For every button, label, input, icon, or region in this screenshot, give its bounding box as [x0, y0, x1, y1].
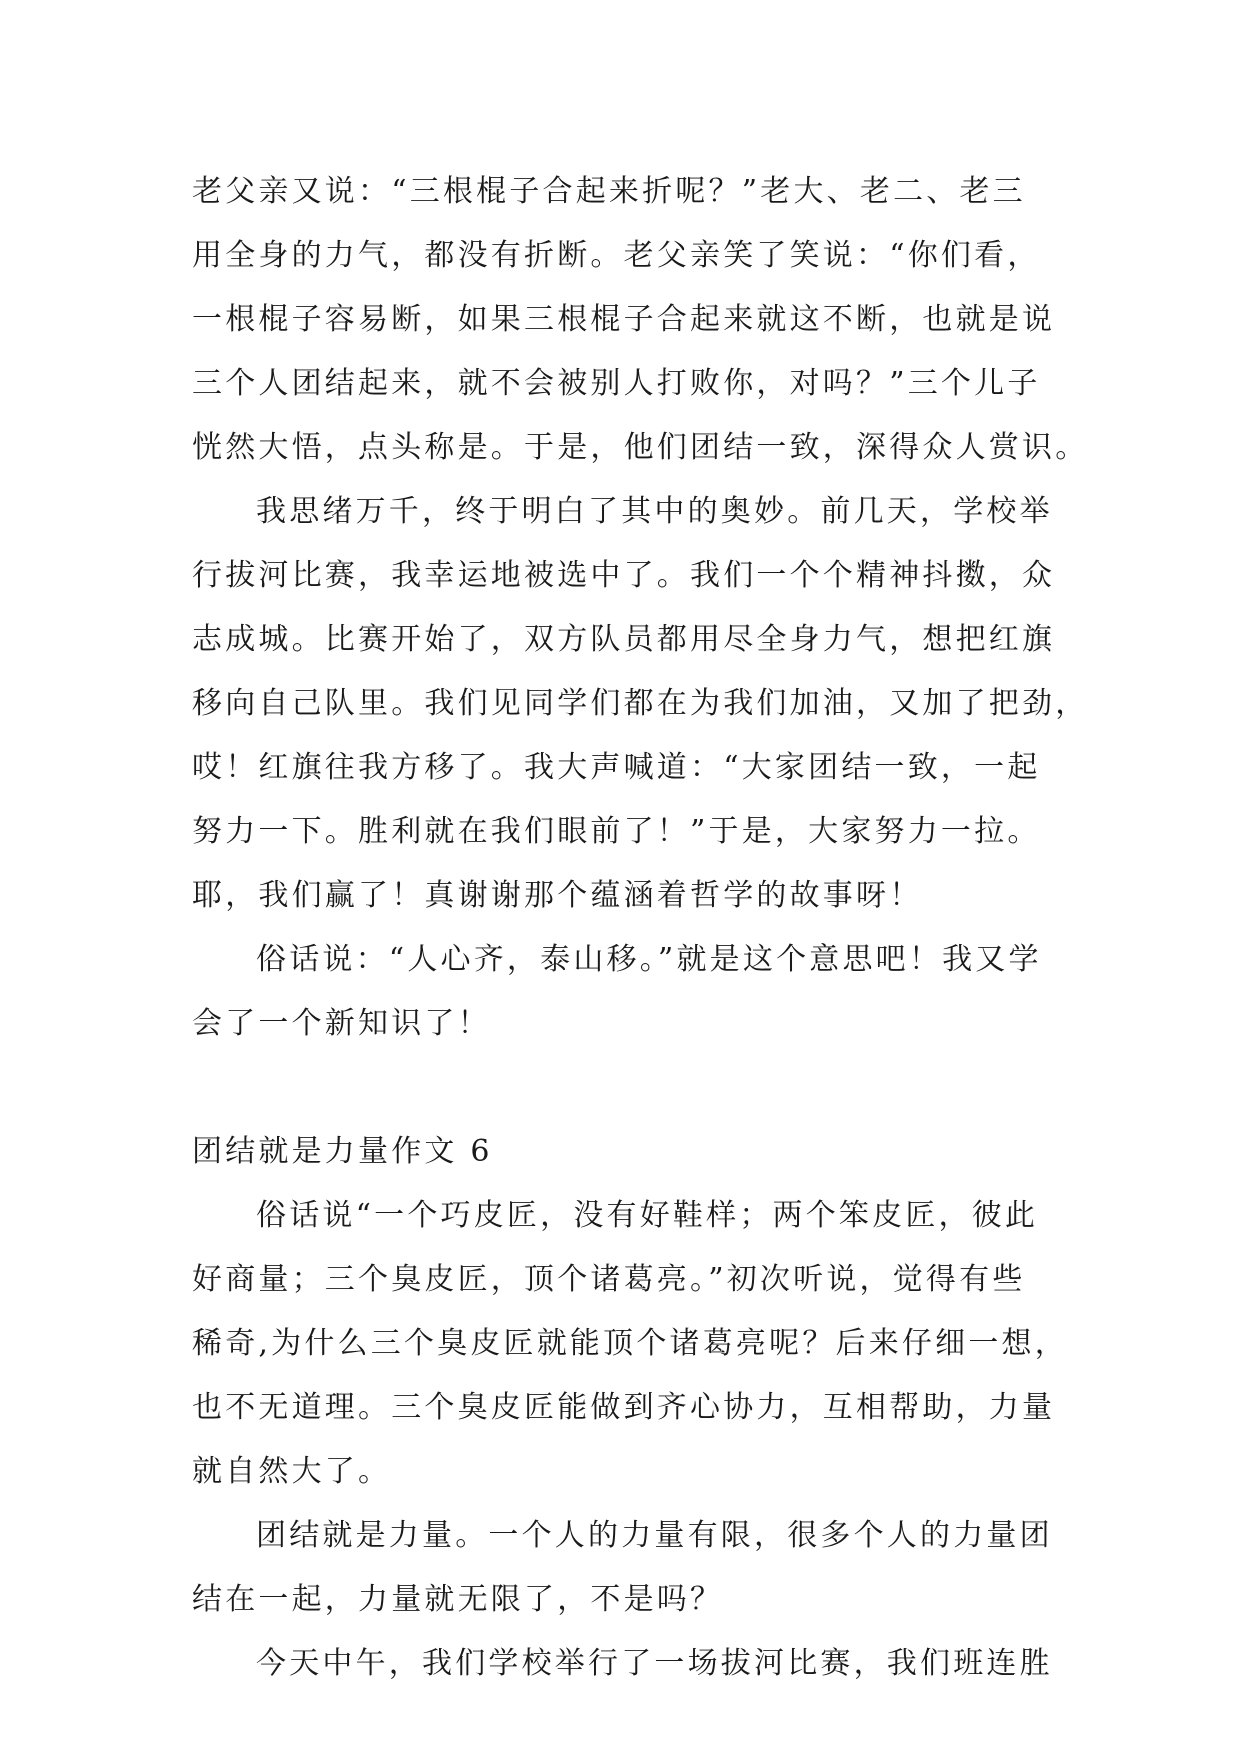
paragraph-line: 好商量；三个臭皮匠，顶个诸葛亮。”初次听说，觉得有些 [192, 1262, 1026, 1297]
paragraph-line: 行拔河比赛，我幸运地被选中了。我们一个个精神抖擞，众 [192, 558, 1056, 593]
paragraph-line: 哎！红旗往我方移了。我大声喊道：“大家团结一致，一起 [192, 750, 1041, 785]
paragraph-line: 俗话说“一个巧皮匠，没有好鞋样；两个笨皮匠，彼此 [256, 1198, 1039, 1233]
paragraph-line: 努力一下。胜利就在我们眼前了！”于是，大家努力一拉。 [192, 814, 1041, 849]
section-gap [192, 1056, 1072, 1120]
paragraph-line: 老父亲又说：“三根棍子合起来折呢？”老大、老二、老三 [192, 174, 1026, 209]
paragraph-line: 志成城。比赛开始了，双方队员都用尽全身力气，想把红旗 [192, 622, 1056, 657]
paragraph-line: 就自然大了。 [192, 1454, 392, 1489]
paragraph-line: 今天中午，我们学校举行了一场拔河比赛，我们班连胜 [256, 1646, 1053, 1681]
paragraph-line: 三个人团结起来，就不会被别人打败你，对吗？”三个儿子 [192, 366, 1041, 401]
paragraph-line: 耶，我们赢了！真谢谢那个蕴涵着哲学的故事呀！ [192, 878, 923, 913]
paragraph-line: 恍然大悟，点头称是。于是，他们团结一致，深得众人赏识。 [192, 430, 1089, 465]
paragraph-line: 用全身的力气，都没有折断。老父亲笑了笑说：“你们看， [192, 238, 1041, 273]
paragraph-line: 一根棍子容易断，如果三根棍子合起来就这不断，也就是说 [192, 302, 1056, 337]
paragraph-line: 会了一个新知识了！ [192, 1006, 491, 1041]
paragraph-line: 稀奇,为什么三个臭皮匠就能顶个诸葛亮呢？后来仔细一想， [192, 1326, 1068, 1361]
paragraph-line: 移向自己队里。我们见同学们都在为我们加油，又加了把劲， [192, 686, 1089, 721]
essay-text [192, 160, 1089, 1696]
paragraph-line: 团结就是力量。一个人的力量有限，很多个人的力量团 [256, 1518, 1053, 1553]
paragraph-line: 也不无道理。三个臭皮匠能做到齐心协力，互相帮助，力量 [192, 1390, 1056, 1425]
paragraph-line: 我思绪万千，终于明白了其中的奥妙。前几天，学校举 [256, 494, 1053, 529]
paragraph-line: 结在一起，力量就无限了，不是吗？ [192, 1582, 724, 1617]
section-heading: 团结就是力量作文 6 [192, 1134, 493, 1169]
paragraph-line: 俗话说：“人心齐，泰山移。”就是这个意思吧！我又学 [256, 942, 1042, 977]
